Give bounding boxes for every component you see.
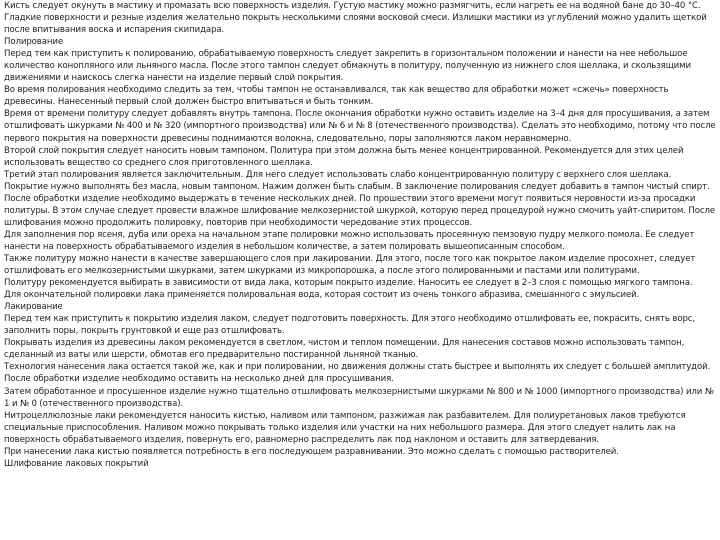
paragraph-pore-filling: Для заполнения пор ясеня, дуба или ореха на начальном этапе полировки можно использовать просеянную пемзовую пудру мелкого помола. Ее следует нанести на поверхность обрабатываемого изделия в небольшом количестве, а затем полировать вышеописанным способом. [4,229,695,252]
heading-lacquering: Лакирование [4,302,63,313]
paragraph-room-conditions: Покрывать изделия из древесины лаком рекомендуется в светлом, чистом и теплом помещении. Для нанесения составов можно использовать тампон, сделанный из ваты или шерсти, обмотав его предварительно постиранной льняной тканью. [4,338,685,361]
paragraph-third-stage: Третий этап полирования является заключительным. Для него следует использовать слабо концентрированную политуру с верхнего слоя шеллака. Покрытие нужно выполнять без масла, новым тампоном. Нажим должен быть слабым. В заключение полирования следует добавить в тампон чистый спирт. После обработки изделие необходимо выдержать в течение нескольких дней. По прошествии этого времени могут появиться неровности из-за просадки политуры. В этом случае следует провести влажное шлифование мелкозернистой шкуркой, которую перед процедурой нужно смочить уайт-спиритом. После шлифования можно продолжить полировку, повторив при необходимости чередование этих процессов. [4,169,716,228]
paragraph-second-layer: Второй слой покрытия следует наносить новым тампоном. Политура при этом должна быть менее концентрированной. Рекомендуется для этих целей использовать вещество со среднего слоя приготовленного шеллака. [4,145,684,168]
paragraph-finishing-layer: Также политуру можно нанести в качестве завершающего слоя при лакировании. Для этого, после того как покрытое лаком изделие просохнет, следует отшлифовать его мелкозернистыми шкурками, затем шкурками из микропорошка, а после этого полированными и пастами или политурами. [4,253,696,277]
paragraph-lacquer-technique: Технология нанесения лака остается такой же, как и при полировании, но движения должны стать быстрее и выполнять их следует с большей амплитудой. После обработки изделие необходимо оставить на несколько дней для просушивания. [4,362,711,385]
paragraph-brush-leveling: При нанесении лака кистью появляется потребность в его последующем разравнивании. Это можно сделать с помощью растворителей. [4,446,619,457]
paragraph-polishing-water: Для окончательной полировки лака применяется полировальная вода, которая состоит из очень тонкого абразива, смешанного с эмульсией. [4,290,640,301]
paragraph-surface-prep: Перед тем как приступить к покрытию изделия лаком, следует подготовить поверхность. Для этого необходимо отшлифовать ее, покрасить, снять ворс, заполнить поры, покрыть грунтовкой и еще раз отшлифовать. [4,314,696,337]
paragraph-sanding: Затем обработанное и просушенное изделие нужно тщательно отшлифовать мелкозернистыми шкурками № 800 и № 1000 (импортного производства) или № 1 и № 0 (отечественного производства). [4,386,714,409]
heading-polishing: Полирование [4,37,64,48]
paragraph-nitro-lacquers: Нитроцеллюлозные лаки рекомендуется наносить кистью, наливом или тампоном, разжижая лак разбавителем. Для полиуретановых лаков требуются специальные приспособления. Наливом можно покрывать только изделия или участки на них небольшого размера. Для этого следует налить лак на поверхность обрабатываемого изделия, повернуть его, равномерно распределить лак под наклоном и оставить для затвердевания. [4,410,686,445]
paragraph-polishing-prep: Перед тем как приступить к полированию, обрабатываемую поверхность следует закрепить в горизонтальном положении и нанести на нее небольшое количество конопляного или льняного масла. После этого тампон следует обмакнуть в политуру, полученную из нижнего слоя шеллака, и скользящими движениями и наискось слегка нанести на изделие первый слой покрытия. [4,49,691,84]
paragraph-polishing-tampon: Во время полирования необходимо следить за тем, чтобы тампон не останавливался, так как вещество для обработки может «сжечь» поверхность древесины. Нанесенный первый слой должен быстро впитываться и быть тонким. [4,85,669,108]
paragraph-politura-choice: Политуру рекомендуется выбирать в зависимости от вида лака, которым покрыто изделие. Наносить ее следует в 2–3 слоя с помощью мягкого тампона. [4,278,693,289]
paragraph-mastic-application: Кисть следует окунуть в мастику и промазать всю поверхность изделия. Густую мастику можно размягчить, если нагреть ее на водяной бане до 30–40 °С. Гладкие поверхности и резные изделия желательно покрыть несколькими слоями восковой смеси. Излишки мастики из углублений можно удалить щеткой после впитывания воска и испарения скипидара. [4,1,707,36]
paragraph-polishing-drying: Время от времени политуру следует добавлять внутрь тампона. После окончания обработки нужно оставить изделие на 3–4 дня для просушивания, а затем отшлифовать шкурками № 400 и № 320 (импортного производства) или № 6 и № 8 (отечественного производства). Сделать это необходимо, потому что после первого покрытия на поверхности древесины поднимаются волокна, следовательно, поры заполняются лаком неравномерно. [4,109,716,144]
heading-lacquer-sanding: Шлифование лаковых покрытий [4,458,149,469]
